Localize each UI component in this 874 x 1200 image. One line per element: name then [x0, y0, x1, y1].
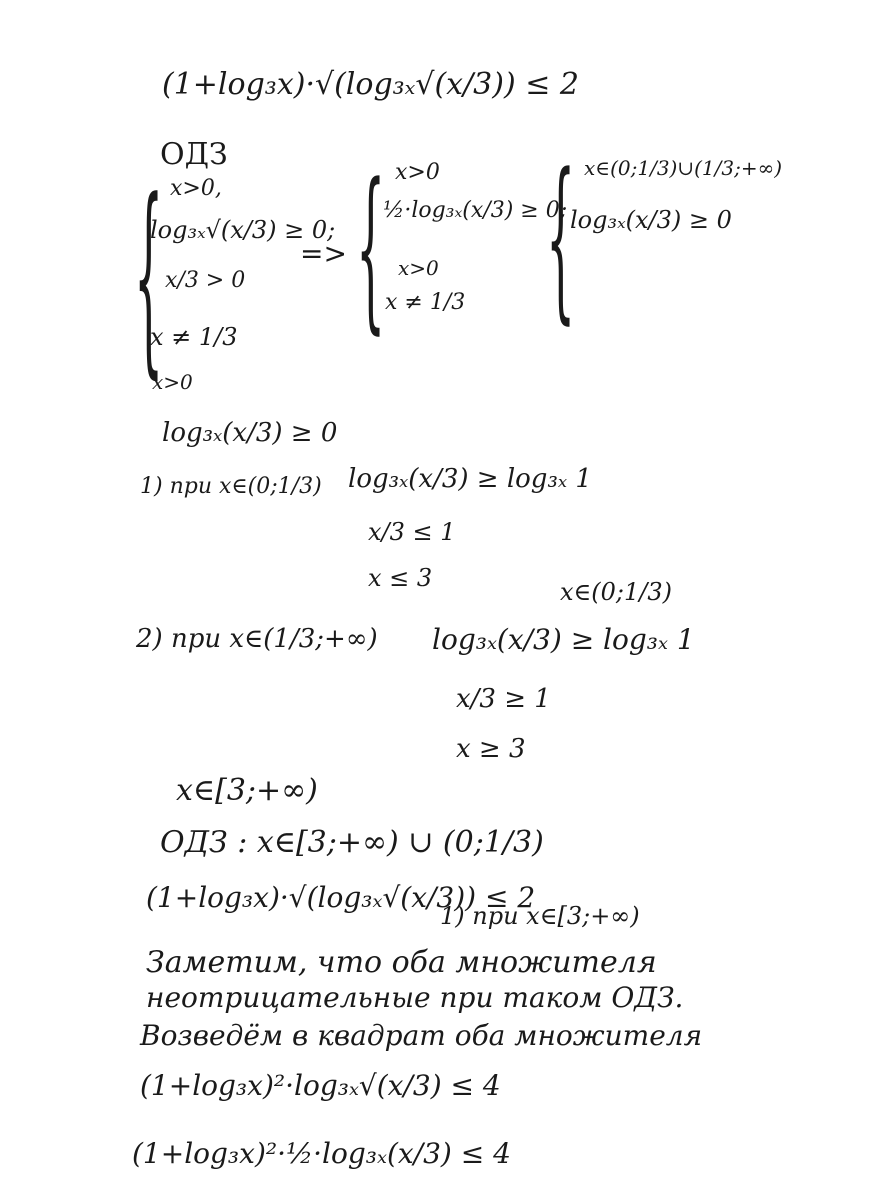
- system1-line: x ≠ 1/3: [150, 323, 238, 351]
- system1-brace: {: [134, 154, 164, 397]
- system3-line: x∈(0;1/3)∪(1/3;+∞): [584, 156, 783, 180]
- case2-step1: x/3 ≥ 1: [456, 684, 551, 714]
- note-line-2: неотрицательные при таком ОДЗ.: [146, 981, 684, 1014]
- squared-step-1: (1+log₃x)²·log₃ₓ√(x/3) ≤ 4: [140, 1069, 501, 1102]
- system2-line: x>0: [395, 160, 440, 185]
- squared-step-2: (1+log₃x)²·½·log₃ₓ(x/3) ≤ 4: [132, 1137, 511, 1170]
- system3-brace: {: [546, 134, 576, 340]
- case1-step1: x/3 ≤ 1: [368, 518, 456, 546]
- case2-step2: x ≥ 3: [456, 734, 526, 764]
- system2-brace: {: [356, 144, 386, 350]
- system1-line: log₃ₓ√(x/3) ≥ 0;: [150, 216, 336, 244]
- restated-inequality: (1+log₃x)·√(log₃ₓ√(x/3)) ≤ 2: [146, 881, 536, 914]
- case2-label: 2) при x∈(1/3;+∞): [136, 624, 378, 654]
- case1-result: x∈(0;1/3): [560, 578, 673, 606]
- system2-line: x>0: [398, 256, 439, 280]
- problem-statement: (1+log₃x)·√(log₃ₓ√(x/3)) ≤ 2: [162, 67, 579, 102]
- implies-arrow: =>: [300, 237, 347, 270]
- note-line-3: Возведём в квадрат оба множителя: [140, 1019, 703, 1052]
- main-inequality: log₃ₓ(x/3) ≥ 0: [162, 418, 338, 448]
- case1-label: 1) при x∈(0;1/3): [140, 474, 322, 499]
- case2-result: x∈[3;+∞): [176, 773, 318, 808]
- case1-step2: x ≤ 3: [368, 564, 433, 592]
- case1-inequality: log₃ₓ(x/3) ≥ log₃ₓ 1: [348, 464, 592, 494]
- system3-line: log₃ₓ(x/3) ≥ 0: [570, 206, 732, 234]
- system1-line: x>0,: [170, 176, 222, 201]
- note-line-1: Заметим, что оба множителя: [146, 945, 657, 980]
- system2-line: x ≠ 1/3: [385, 290, 466, 315]
- system2-line: ½·log₃ₓ(x/3) ≥ 0;: [383, 198, 568, 223]
- odz-heading: ОДЗ: [160, 137, 228, 172]
- system1-line: x>0: [152, 370, 193, 394]
- system1-line: x/3 > 0: [165, 268, 246, 293]
- case2-inequality: log₃ₓ(x/3) ≥ log₃ₓ 1: [432, 623, 695, 656]
- part2-case-label: 1) при x∈[3;+∞): [440, 902, 640, 930]
- odz-final: ОДЗ : x∈[3;+∞) ∪ (0;1/3): [160, 825, 544, 860]
